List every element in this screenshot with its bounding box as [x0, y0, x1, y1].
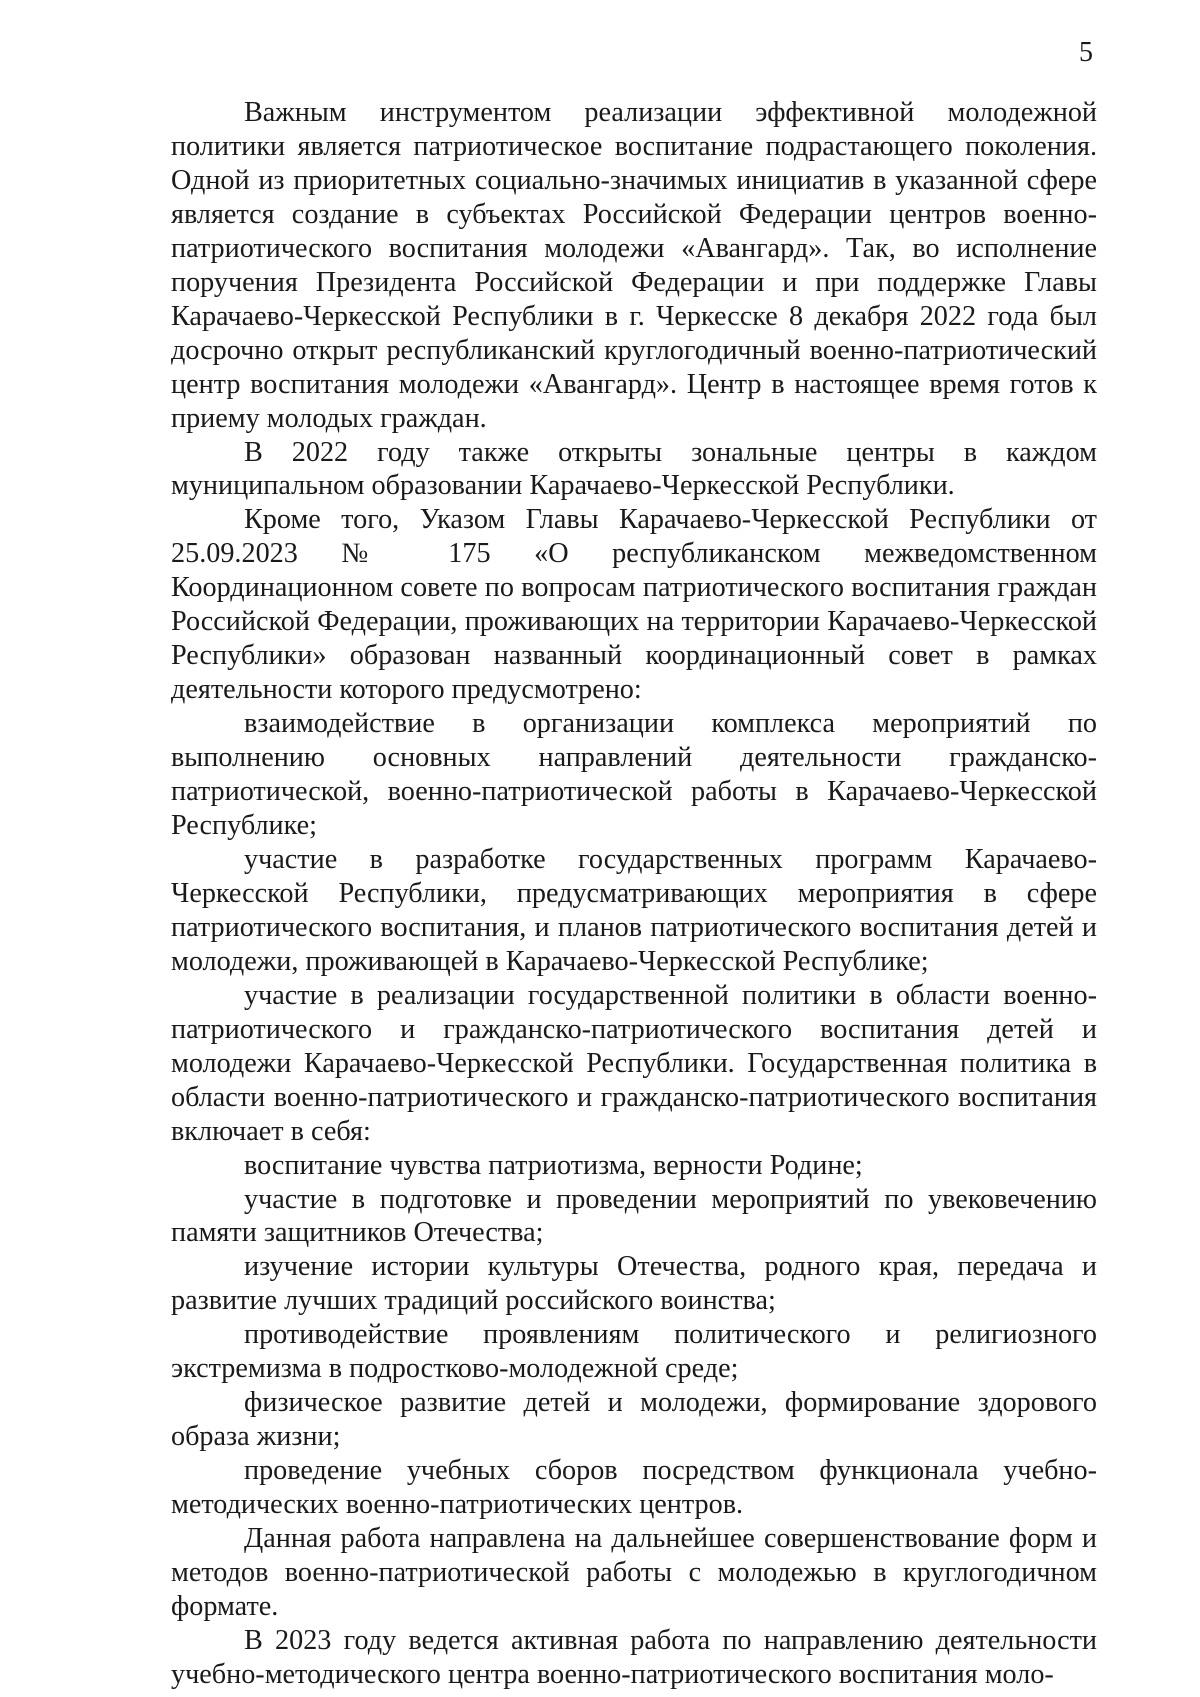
paragraph: В 2022 году также открыты зональные центры в каждом муниципальном образовании Карачаево-Черкесской Республики. [171, 436, 1097, 502]
document-body [171, 96, 1097, 1692]
list-item: воспитание чувства патриотизма, верности Родине; [244, 1149, 863, 1181]
paragraph: В 2023 году ведется активная работа по направлению деятельности учебно-методического центра военно-патриотического воспитания моло- [171, 1624, 1097, 1690]
list-item: участие в реализации государственной политики в области военно-патриотического и гражданско-патриотического воспитания детей и молодежи Карачаево-Черкесской Республики. Государственная политика в области военно-патриотического и гражданско-патриотического воспитания включает в себя: [171, 979, 1097, 1147]
list-item: участие в разработке государственных программ Карачаево-Черкесской Республики, предусматривающих мероприятия в сфере патриотического воспитания, и планов патриотического воспитания детей и молодежи, проживающей в Карачаево-Черкесской Республике; [171, 843, 1097, 977]
list-item: взаимодействие в организации комплекса мероприятий по выполнению основных направлений деятельности гражданско-патриотической, военно-патриотической работы в Карачаево-Черкесской Республике; [171, 708, 1097, 842]
list-item: физическое развитие детей и молодежи, формирование здорового образа жизни; [171, 1387, 1097, 1453]
list-item: противодействие проявлениям политического и религиозного экстремизма в подростково-молодежной среде; [171, 1319, 1097, 1385]
paragraph: Кроме того, Указом Главы Карачаево-Черкесской Республики от 25.09.2023 № 175 «О республиканском межведомственном Координационном совете по вопросам патриотического воспитания граждан Российской Федерации, проживающих на территории Карачаево-Черкесской Республики» образован названный координационный совет в рамках деятельности которого предусмотрено: [171, 504, 1097, 706]
list-item: участие в подготовке и проведении мероприятий по увековечению памяти защитников Отечества; [171, 1183, 1097, 1249]
paragraph: Важным инструментом реализации эффективной молодежной политики является патриотическое воспитание подрастающего поколения. Одной из приоритетных социально-значимых инициатив в указанной сфере является создание в субъектах Российской Федерации центров военно-патриотического воспитания молодежи «Авангард». Так, во исполнение поручения Президента Российской Федерации и при поддержке Главы Карачаево-Черкесской Республики в г. Черкесске 8 декабря 2022 года был досрочно открыт республиканский круглогодичный военно-патриотический центр воспитания молодежи «Авангард». Центр в настоящее время готов к приему молодых граждан. [171, 97, 1097, 434]
list-item: проведение учебных сборов посредством функционала учебно-методических военно-патриотических центров. [171, 1455, 1097, 1521]
list-item: изучение истории культуры Отечества, родного края, передача и развитие лучших традиций российского воинства; [171, 1251, 1097, 1317]
paragraph: Данная работа направлена на дальнейшее совершенствование форм и методов военно-патриотической работы с молодежью в круглогодичном формате. [171, 1523, 1097, 1622]
page-number: 5 [1079, 37, 1093, 68]
